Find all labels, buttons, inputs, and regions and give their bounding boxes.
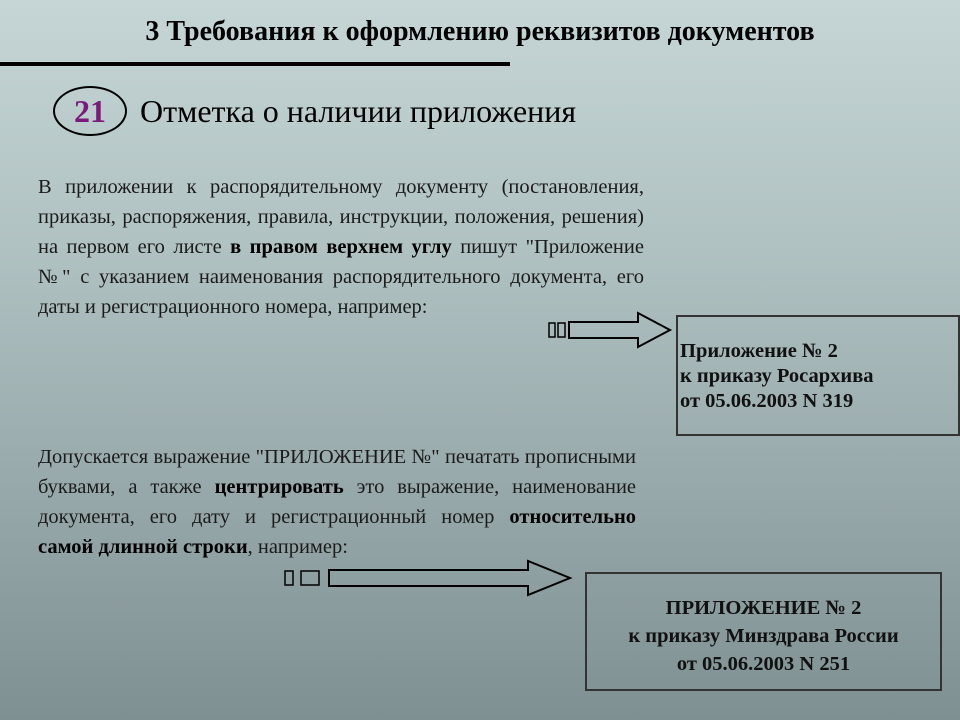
example-standard-line-1: Приложение № 2 xyxy=(680,340,838,362)
right-arrow-icon xyxy=(328,560,572,596)
paragraph-main xyxy=(38,172,644,322)
example-standard-line-3: от 05.06.2003 N 319 xyxy=(680,390,854,412)
paragraph-secondary-bold-2: относительно самой длинной строки xyxy=(38,506,636,558)
example-centered-line-2: к приказу Минздрава России xyxy=(628,625,899,647)
paragraph-secondary-bold-1: центрировать xyxy=(214,476,344,498)
bullet-squares-icon xyxy=(548,322,568,338)
title-underline xyxy=(0,62,510,66)
paragraph-main-bold-1: в правом верхнем углу xyxy=(230,236,452,258)
paragraph-main-text-1: В приложении к распорядительному документу (постановления, приказы, распоряжения, правила, инструкции, положения, решения) на первом его листе xyxy=(38,176,644,258)
paragraph-secondary xyxy=(38,442,636,562)
paragraph-secondary-text-2: это выражение, наименование документа, его дату и регистрационный номер xyxy=(38,476,637,528)
paragraph-main-text-2: пишут "Приложение №" с указанием наименования распорядительного документа, его даты и регистрационного номера, например: xyxy=(38,236,644,318)
example-box-centered xyxy=(585,572,942,691)
bullet-squares-icon xyxy=(283,570,321,586)
paragraph-secondary-text-3: , например: xyxy=(247,536,348,558)
section-number-badge: 21 xyxy=(53,86,127,136)
slide-title: 3 Требования к оформлению реквизитов документов xyxy=(145,16,815,47)
example-standard-line-2: к приказу Росархива xyxy=(680,365,874,387)
example-box-standard xyxy=(676,315,960,436)
example-centered-line-1: ПРИЛОЖЕНИЕ № 2 xyxy=(665,597,862,619)
right-arrow-icon xyxy=(568,312,672,348)
example-centered-line-3: от 05.06.2003 N 251 xyxy=(676,653,851,675)
section-subtitle: Отметка о наличии приложения xyxy=(140,93,577,129)
paragraph-secondary-text-1: Допускается выражение "ПРИЛОЖЕНИЕ №" печатать прописными буквами, а также xyxy=(38,446,636,498)
